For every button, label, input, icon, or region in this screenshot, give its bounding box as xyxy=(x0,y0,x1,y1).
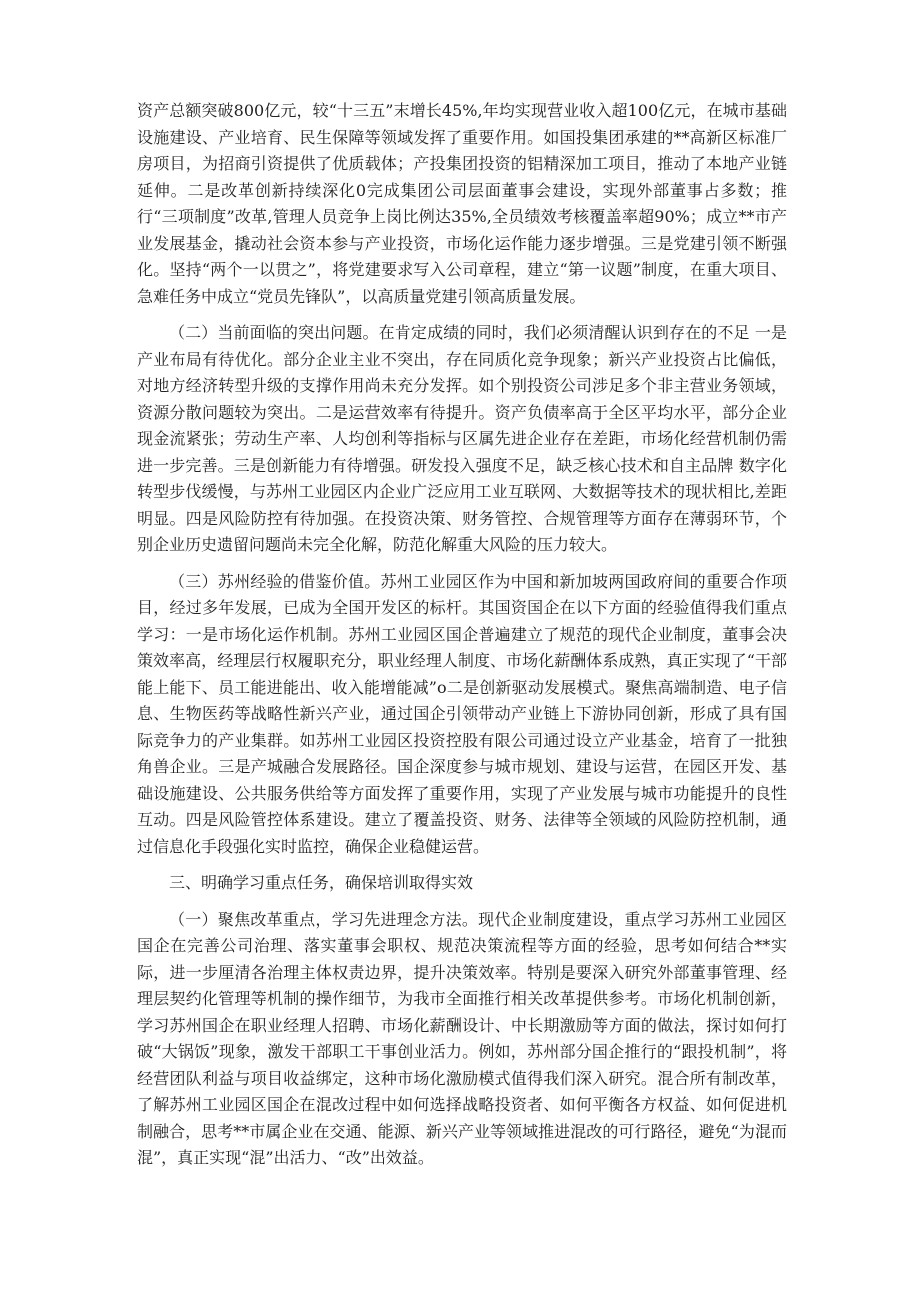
paragraph-suzhou-experience: （三）苏州经验的借鉴价值。苏州工业园区作为中国和新加坡两国政府间的重要合作项目，经过多年发展，已成为全国开发区的标杆。其国资国企在以下方面的经验值得我们重点学习：一是市场化运作机制。苏州工业园区国企普遍建立了规范的现代企业制度，董事会决策效率高，经理层行权履职充分，职业经理人制度、市场化薪酬体系成熟，真正实现了“干部能上能下、员工能进能出、收入能增能减”o二是创新驱动发展模式。聚焦高端制造、电子信息、生物医药等战略性新兴产业，通过国企引领带动产业链上下游协同创新，形成了具有国际竞争力的产业集群。如苏州工业园区投资控股有限公司通过设立产业基金，培育了一批独角兽企业。三是产城融合发展路径。国企深度参与城市规划、建设与运营，在园区开发、基础设施建设、公共服务供给等方面发挥了重要作用，实现了产业发展与城市功能提升的良性互动。四是风险管控体系建设。建立了覆盖投资、财务、法律等全领域的风险防控机制，通过信息化手段强化实时监控，确保企业稳健运营。 xyxy=(137,571,787,856)
paragraph-reform-focus: （一）聚焦改革重点，学习先进理念方法。现代企业制度建设，重点学习苏州工业园区国企在完善公司治理、落实董事会职权、规范决策流程等方面的经验，思考如何结合**实际，进一步厘清各治理主体权责边界，提升决策效率。特别是要深入研究外部董事管理、经理层契约化管理等机制的操作细节，为我市全面推行相关改革提供参考。市场化机制创新，学习苏州国企在职业经理人招聘、市场化薪酬设计、中长期激励等方面的做法，探讨如何打破“大锅饭”现象，激发干部职工干事创业活力。例如，苏州部分国企推行的“跟投机制”，将经营团队利益与项目收益绑定，这种市场化激励模式值得我们深入研究。混合所有制改革，了解苏州工业园区国企在混改过程中如何选择战略投资者、如何平衡各方权益、如何促进机制融合，思考**市属企业在交通、能源、新兴产业等领域推进混改的可行路径，避免“为混而混”，真正实现“混”出活力、“改”出效益。 xyxy=(137,909,787,1167)
paragraph-current-problems: （二）当前面临的突出问题。在肯定成绩的同时，我们必须清醒认识到存在的不足 一是产业布局有待优化。部分企业主业不突出，存在同质化竞争现象；新兴产业投资占比偏低，对地方经济转型升级的支撑作用尚未充分发挥。如个别投资公司涉足多个非主营业务领域，资源分散问题较为突出。二是运营效率有待提升。资产负债率高于全区平均水平，部分企业现金流紧张；劳动生产率、人均创利等指标与区属先进企业存在差距，市场化经营机制仍需进一步完善。三是创新能力有待增强。研发投入强度不足，缺乏核心技术和自主品牌 数字化转型步伐缓慢，与苏州工业园区内企业广泛应用工业互联网、大数据等技术的现状相比,差距明显。四是风险防控有待加强。在投资决策、财务管控、合规管理等方面存在薄弱环节，个别企业历史遗留问题尚未完全化解，防范化解重大风险的压力较大。 xyxy=(137,323,787,554)
section-heading: 三、明确学习重点任务，确保培训取得实效 xyxy=(169,873,474,892)
paragraph-achievements: 资产总额突破800亿元，较“十三五”末增长45%,年均实现营业收入超100亿元，在城市基础设施建设、产业培育、民生保障等领域发挥了重要作用。如国投集团承建的**高新区标准厂房项目，为招商引资提供了优质载体；产投集团投资的铝精深加工项目，推动了本地产业链延伸。二是改革创新持续深化0完成集团公司层面董事会建设，实现外部董事占多数；推行“三项制度”改革,管理人员竞争上岗比例达35%,全员绩效考核覆盖率超90%；成立**市产业发展基金，撬动社会资本参与产业投资，市场化运作能力逐步增强。三是党建引领不断强化。坚持“两个一以贯之”，将党建要求写入公司章程，建立“第一议题”制度，在重大项目、急难任务中成立“党员先锋队”，以高质量党建引领高质量发展。 xyxy=(137,101,787,306)
document-page xyxy=(137,98,787,1182)
